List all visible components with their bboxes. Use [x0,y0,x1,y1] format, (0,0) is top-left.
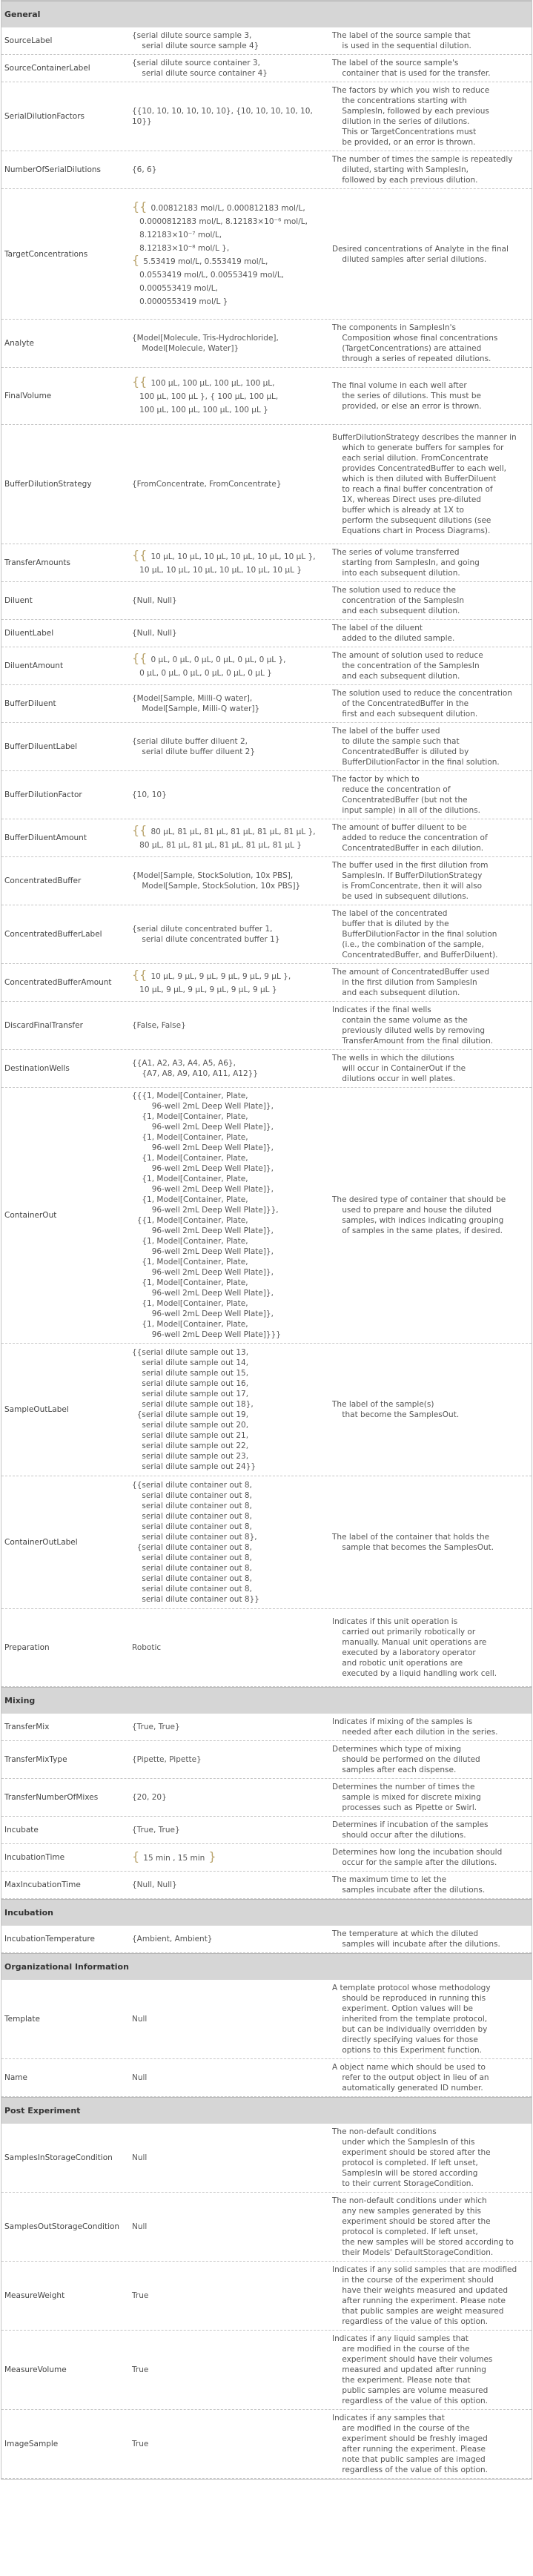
option-row [1,189,532,320]
option-name: Diluent [4,596,33,605]
option-value: True [132,2365,149,2374]
option-name: SourceLabel [4,36,53,45]
option-value: {{A1, A2, A3, A4, A5, A6}, {A7, A8, A9, A10, A11, A12}} [132,1059,258,1078]
option-name: SerialDilutionFactors [4,112,85,121]
option-row [1,368,532,425]
option-description: Desired concentrations of Analyte in the final diluted samples after serial dilutions. [332,244,509,264]
value-text: 0.0553419 mol/L, 0.00553419 mol/L, [139,270,285,280]
value-text: 10 μL, 9 μL, 9 μL, 9 μL, 9 μL, 9 μL }, [150,972,291,981]
option-description: Indicates if this unit operation is carried out primarily robotically or manually. Manual unit operations are executed by a laboratory operator and robotic unit operations are executed by a liquid handling work cell. [332,1617,497,1678]
option-description: The label of the sample(s) that become the SamplesOut. [332,1400,460,1419]
option-value: {Model[Sample, Milli-Q water], Model[Sample, Milli-Q water]} [132,694,260,713]
option-description: BufferDilutionStrategy describes the manner in which to generate buffers for samples for each serial dilution. FromConcentrate provides ConcentratedBuffer to each well, which is then diluted with BufferDiluent to reach a final buffer concentration of 1X, whereas Direct uses pre-diluted buffer which is already at 1X to perform the subsequent dilutions (see Equations chart in Process Diagrams). [332,433,517,535]
option-value: {Pipette, Pipette} [132,1755,202,1764]
bracket-glyph: {{ [132,968,151,982]
option-name: SourceContainerLabel [4,64,90,73]
bracket-glyph [132,401,139,415]
option-description: The maximum time to let the samples incubate after the dilutions. [332,1875,486,1895]
option-value: {{serial dilute sample out 13, serial dilute sample out 14, serial dilute sample out 15, serial dilute sample out 16, serial dilute sample out 17, serial dilute sample out 18}, {serial dilute sample out 19, serial dilute sample out 20, serial dilute sample out 21, serial dilute sample out 22, serial dilute sample out 23, serial dilute sample out 24}} [132,1348,256,1471]
option-row [1,1609,532,1687]
option-description: Determines which type of mixing should be performed on the diluted samples after each dispense. [332,1745,480,1774]
option-description: The desired type of container that should be used to prepare and house the diluted samples, with indices indicating grouping of samples in the same plates, if desired. [332,1195,506,1235]
option-row [1,905,532,964]
value-line [132,228,326,241]
option-row [1,2262,532,2331]
option-name: Template [4,2015,40,2024]
value-line [132,201,326,214]
option-name: ContainerOutLabel [4,1538,78,1547]
option-name: ImageSample [4,2440,59,2448]
value-line [132,214,326,228]
value-text: 15 min , 15 min [143,1854,205,1863]
value-line [132,982,326,996]
option-name: ConcentratedBufferAmount [4,978,112,987]
option-description: Indicates if the final wells contain the same volume as the previously diluted wells by removing TransferAmount from the final dilution. [332,1005,494,1046]
option-row [1,819,532,857]
bracket-glyph: { [132,1849,144,1863]
bracket-glyph: } [205,1849,216,1863]
option-description: The label of the source sample that is used in the sequential dilution. [332,31,471,50]
option-name: TransferAmounts [4,558,70,567]
option-value: {True, True} [132,1723,180,1731]
value-line [132,563,326,576]
option-description: Determines the number of times the sample is mixed for discrete mixing processes such as Pipette or Swirl. [332,1783,481,1812]
option-row [1,620,532,647]
option-row [1,964,532,1002]
option-row [1,1872,532,1899]
option-row [1,1779,532,1817]
option-name: DestinationWells [4,1064,70,1073]
option-row [1,723,532,771]
option-value: {serial dilute source sample 3, serial dilute source sample 4} [132,31,259,50]
option-description: The non-default conditions under which any new samples generated by this experiment should be stored after the protocol is completed. If left unset, the new samples will be stored according to their Models' DefaultStorageCondition. [332,2196,514,2257]
option-row [1,2410,532,2479]
value-text: 80 μL, 81 μL, 81 μL, 81 μL, 81 μL, 81 μL }, [150,828,316,836]
option-name: Analyte [4,339,34,348]
option-value: {10, 10} [132,790,167,799]
section-general: General [1,1,532,27]
value-line [132,666,326,679]
bracket-glyph: { [132,252,144,267]
bracket-glyph [132,664,139,678]
bracket-glyph [132,226,139,240]
bracket-glyph [132,981,139,995]
option-value: {Model[Molecule, Tris-Hydrochloride], Model[Molecule, Water]} [132,334,279,353]
option-value: {serial dilute concentrated buffer 1, serial dilute concentrated buffer 1} [132,925,280,944]
option-row [1,1926,532,1953]
option-value: {Null, Null} [132,629,177,638]
section-organizational: Organizational Information [1,1953,532,1980]
value-line [132,1851,326,1864]
value-text: 0.0000553419 mol/L } [139,297,228,306]
value-text: 10 μL, 10 μL, 10 μL, 10 μL, 10 μL, 10 μL }, [150,552,316,561]
option-description: The amount of buffer diluent to be added to reduce the concentration of ConcentratedBuffer in each dilution. [332,823,488,853]
option-row [1,2331,532,2410]
value-text: 100 μL, 100 μL }, { 100 μL, 100 μL, [139,392,279,401]
option-value [128,822,328,854]
value-line [132,653,326,666]
option-row [1,27,532,55]
option-name: Incubate [4,1826,39,1834]
value-text: 100 μL, 100 μL, 100 μL, 100 μL, [150,379,275,388]
option-name: TransferMixType [4,1755,67,1764]
option-description: Indicates if any liquid samples that are modified in the course of the experiment should have their volumes measured and updated after running the experiment. Please note that public samples are volume measured regardless of the value of this option. [332,2334,493,2405]
option-name: BufferDiluent [4,699,56,708]
option-description: The components in SamplesIn's Composition whose final concentrations (TargetConcentrations) are attained through a series of repeated dilutions. [332,323,498,363]
option-description: The final volume in each well after the series of dilutions. This must be provided, or else an error is thrown. [332,381,482,411]
option-name: BufferDiluentLabel [4,742,78,751]
option-value: {Null, Null} [132,1880,177,1889]
option-name: DiscardFinalTransfer [4,1021,83,1030]
option-description: The factors by which you wish to reduce the concentrations starting with SamplesIn, followed by each previous dilution in the series of dilutions. This or TargetConcentrations must be provided, or an error is thrown. [332,86,490,147]
option-description: The factor by which to reduce the concentration of ConcentratedBuffer (but not the input sample) in all of the dilutions. [332,775,480,815]
option-value: {False, False} [132,1021,186,1030]
option-value: {{serial dilute container out 8, serial dilute container out 8, serial dilute container out 8, serial dilute container out 8, serial dilute container out 8, serial dilute container out 8}, {serial dilute container out 8, serial dilute container out 8, serial dilute container out 8, serial dilute container out 8, serial dilute container out 8, serial dilute container out 8}} [132,1481,259,1604]
bracket-glyph [132,388,139,402]
option-row [1,1844,532,1872]
value-text: 0 μL, 0 μL, 0 μL, 0 μL, 0 μL, 0 μL }, [150,655,286,664]
value-text: 10 μL, 10 μL, 10 μL, 10 μL, 10 μL, 10 μL } [139,566,302,575]
value-line [132,254,326,268]
value-line [132,838,326,851]
option-name: FinalVolume [4,392,52,400]
value-text: 0.000553419 mol/L, [139,283,218,293]
section-mixing: Mixing [1,1687,532,1714]
option-value: {True, True} [132,1826,180,1834]
option-description: The solution used to reduce the concentration of the SamplesIn and each subsequent dilution. [332,586,465,615]
option-row [1,1002,532,1050]
option-row [1,771,532,819]
option-description: The non-default conditions under which the SamplesIn of this experiment should be stored after the protocol is completed. If left unset, SamplesIn will be stored according to their current StorageCondition. [332,2127,491,2188]
option-name: Preparation [4,1643,50,1652]
option-name: NumberOfSerialDilutions [4,165,102,174]
option-value: {6, 6} [132,165,157,174]
option-value: Null [132,2222,148,2231]
option-value [128,650,328,682]
option-name: SampleOutLabel [4,1405,69,1414]
option-value: {Null, Null} [132,596,177,605]
bracket-glyph [132,561,139,575]
option-description: The amount of ConcentratedBuffer used in the first dilution from SamplesIn and each subsequent dilution. [332,968,490,997]
option-name: DiluentLabel [4,629,54,638]
option-value [128,966,328,999]
option-row [1,1980,532,2059]
option-row [1,1714,532,1741]
value-text: 100 μL, 100 μL, 100 μL, 100 μL } [139,406,268,415]
value-line [132,376,326,389]
option-description: Determines how long the incubation should occur for the sample after the dilutions. [332,1848,503,1867]
value-line [132,268,326,281]
option-description: A template protocol whose methodology should be reproduced in running this experiment. Option values will be inherited from the template protocol, but can be individually overridden by directly specifying values for those options to this Experiment function. [332,1984,491,2055]
option-value: True [132,2440,149,2448]
bracket-glyph [132,240,139,254]
option-name: ContainerOut [4,1211,57,1220]
value-line [132,389,326,403]
option-name: Name [4,2073,27,2082]
section-incubation: Incubation [1,1899,532,1926]
option-name: MeasureWeight [4,2291,65,2300]
option-value: {20, 20} [132,1793,167,1802]
option-name: TargetConcentrations [4,249,88,259]
option-row [1,425,532,544]
option-row [1,647,532,685]
option-value: {serial dilute source container 3, serial dilute source container 4} [132,59,268,78]
option-row [1,857,532,905]
option-value: Null [132,2153,148,2162]
value-text: 10 μL, 9 μL, 9 μL, 9 μL, 9 μL, 9 μL } [139,985,277,994]
value-line [132,969,326,982]
option-description: The solution used to reduce the concentration of the ConcentratedBuffer in the first and each subsequent dilution. [332,689,512,719]
value-line [132,403,326,416]
option-description: Indicates if mixing of the samples is needed after each dilution in the series. [332,1717,498,1737]
option-description: The wells in which the dilutions will occur in ContainerOut if the dilutions occur in well plates. [332,1054,466,1083]
bracket-glyph [132,213,139,227]
bracket-glyph [132,836,139,851]
option-row [1,2124,532,2193]
option-description: The label of the diluent added to the diluted sample. [332,624,455,643]
option-row [1,685,532,723]
options-table [1,0,532,2480]
option-name: MeasureVolume [4,2365,67,2374]
value-text: 80 μL, 81 μL, 81 μL, 81 μL, 81 μL, 81 μL } [139,841,302,850]
option-row [1,55,532,82]
option-description: The temperature at which the diluted samples will incubate after the dilutions. [332,1929,500,1949]
option-row [1,1817,532,1844]
option-value: True [132,2291,149,2300]
option-row [1,2059,532,2097]
option-description: The label of the container that holds the sample that becomes the SamplesOut. [332,1533,494,1552]
value-text: 5.53419 mol/L, 0.553419 mol/L, [143,257,268,266]
option-value: Robotic [132,1643,162,1652]
section-post-experiment: Post Experiment [1,2097,532,2124]
value-line [132,549,326,563]
option-description: A object name which should be used to refer to the output object in lieu of an automatically generated ID number. [332,2063,489,2093]
option-value: {{10, 10, 10, 10, 10, 10}, {10, 10, 10, 10, 10, 10}} [132,107,316,126]
option-name: BufferDilutionStrategy [4,480,92,489]
value-text: 8.12183×10⁻⁷ mol/L, [139,230,222,240]
bracket-glyph: {{ [132,199,151,214]
bracket-glyph: {{ [132,651,151,665]
bracket-glyph [132,280,139,294]
bracket-glyph: {{ [132,548,151,562]
option-value [128,198,328,311]
option-value: {serial dilute buffer diluent 2, serial dilute buffer diluent 2} [132,737,256,756]
value-text: 0.00812183 mol/L, 0.000812183 mol/L, [150,203,305,213]
option-description: The label of the buffer used to dilute the sample such that ConcentratedBuffer is diluted by BufferDilutionFactor in the final solution. [332,727,500,767]
option-row [1,582,532,620]
option-name: IncubationTime [4,1853,65,1862]
value-line [132,825,326,838]
option-name: TransferNumberOfMixes [4,1793,99,1802]
option-description: The label of the source sample's container that is used for the transfer. [332,59,491,78]
value-line [132,281,326,294]
value-text: 0.0000812183 mol/L, 8.12183×10⁻⁶ mol/L, [139,217,308,226]
option-value: Null [132,2015,148,2024]
option-value: {{{1, Model[Container, Plate, 96-well 2mL Deep Well Plate]}, {1, Model[Container, Plate, 96-well 2mL Deep Well Plate]}, {1, Model[Container, Plate, 96-well 2mL Deep Well Plate]}, {1, Model[Container, Plate, 96-well 2mL Deep Well Plate]}, {1, Model[Container, Plate, 96-well 2mL Deep Well Plate]}, {1, Model[Container, Plate, 96-well 2mL Deep Well Plate]}}, {{1, Model[Container, Plate, 96-well 2mL Deep Well Plate]}, {1, Model[Container, Plate, 96-well 2mL Deep Well Plate]}, {1, Model[Container, Plate, 96-well 2mL Deep Well Plate]}, {1, Model[Container, Plate, 96-well 2mL Deep Well Plate]}, {1, Model[Container, Plate, 96-well 2mL Deep Well Plate]}, {1, Model[Container, Plate, 96-well 2mL Deep Well Plate]}}} [132,1092,281,1339]
option-description: The buffer used in the first dilution from SamplesIn. If BufferDilutionStrategy is FromConcentrate, then it will also be used in subsequent dilutions. [332,861,489,901]
option-description: Indicates if any solid samples that are modified in the course of the experiment should have their weights measured and updated after running the experiment. Please note that public samples are weight measured regardless of the value of this option. [332,2265,517,2326]
option-row [1,320,532,368]
option-name: IncubationTemperature [4,1935,95,1943]
value-line [132,294,326,308]
option-name: BufferDilutionFactor [4,790,82,799]
option-row [1,1088,532,1344]
option-row [1,1344,532,1476]
option-name: SamplesOutStorageCondition [4,2222,120,2231]
option-description: The series of volume transferred starting from SamplesIn, and going into each subsequent dilution. [332,548,480,578]
option-row [1,151,532,189]
option-value [128,1848,328,1867]
option-value [128,546,328,579]
option-name: TransferMix [4,1723,50,1731]
option-description: The amount of solution used to reduce the concentration of the SamplesIn and each subsequent dilution. [332,651,483,681]
option-name: MaxIncubationTime [4,1880,81,1889]
value-text: 0 μL, 0 μL, 0 μL, 0 μL, 0 μL, 0 μL } [139,669,272,678]
option-value: {Ambient, Ambient} [132,1935,213,1943]
option-value [128,373,328,419]
bracket-glyph [132,266,139,280]
option-name: ConcentratedBuffer [4,876,82,885]
option-description: Indicates if any samples that are modified in the course of the experiment should be freshly imaged after running the experiment. Please note that public samples are imaged regardless of the value of this option. [332,2414,488,2474]
option-row [1,1476,532,1609]
value-line [132,241,326,254]
option-value: Null [132,2073,148,2082]
option-name: ConcentratedBufferLabel [4,930,102,939]
value-text: 8.12183×10⁻⁸ mol/L }, [139,243,230,253]
option-description: The label of the concentrated buffer that is diluted by the BufferDilutionFactor in the final solution (i.e., the combination of the sample, ConcentratedBuffer, and BufferDiluent). [332,909,498,960]
bracket-glyph: {{ [132,823,151,837]
option-row [1,82,532,151]
option-row [1,544,532,582]
option-description: The number of times the sample is repeatedly diluted, starting with SamplesIn, followed by each previous dilution. [332,155,513,185]
option-name: DiluentAmount [4,661,64,670]
option-name: SamplesInStorageCondition [4,2153,113,2162]
option-row [1,2193,532,2262]
bracket-glyph [132,293,139,307]
option-row [1,1741,532,1779]
option-name: BufferDiluentAmount [4,833,87,842]
option-description: Determines if incubation of the samples should occur after the dilutions. [332,1820,489,1840]
option-row [1,1050,532,1088]
option-value: {Model[Sample, StockSolution, 10x PBS], Model[Sample, StockSolution, 10x PBS]} [132,871,301,891]
bracket-glyph: {{ [132,374,151,389]
option-value: {FromConcentrate, FromConcentrate} [132,480,282,489]
